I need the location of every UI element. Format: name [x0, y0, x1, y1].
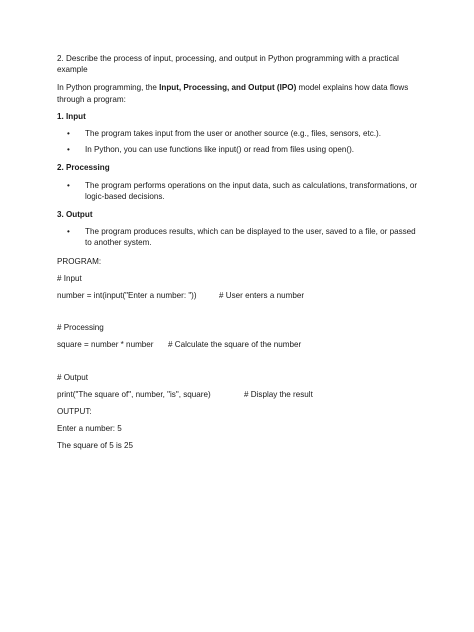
document-page: [57, 53, 422, 458]
bullet-item: • In Python, you can use functions like input() or read from files using open().: [57, 144, 422, 155]
program-label: PROGRAM:: [57, 256, 102, 266]
bullet-list-input: [57, 128, 422, 155]
processing-code-line: [57, 339, 422, 350]
processing-code: square = number * number: [57, 340, 154, 350]
output-comment: # Output: [57, 372, 89, 382]
intro-pre: In Python programming, the: [57, 83, 160, 93]
output-code-line: [57, 389, 422, 400]
output-code: print("The square of", number, "is", square): [57, 389, 211, 399]
input-inline-comment: # User enters a number: [219, 291, 305, 301]
question-text: 2. Describe the process of input, processing, and output in Python programming with a practical example: [57, 54, 399, 75]
output-inline-comment: # Display the result: [244, 389, 313, 399]
spacer: [57, 357, 422, 372]
spacer: [57, 307, 422, 322]
input-code: number = int(input("Enter a number: ")): [57, 291, 197, 301]
input-comment: # Input: [57, 273, 82, 283]
output-line-2: The square of 5 is 25: [57, 441, 134, 451]
intro-paragraph: [57, 82, 422, 104]
output-label: OUTPUT:: [57, 407, 92, 417]
intro-bold: Input, Processing, and Output (IPO): [159, 83, 297, 93]
section-heading-output: 3. Output: [57, 210, 93, 220]
section-heading-input: 1. Input: [57, 111, 86, 121]
bullet-item: • The program performs operations on the input data, such as calculations, transformations, or logic-based decisions.: [57, 180, 422, 202]
input-code-line: [57, 290, 422, 301]
output-line-1: Enter a number: 5: [57, 424, 122, 434]
processing-comment: # Processing: [57, 323, 104, 333]
bullet-item: • The program takes input from the user or another source (e.g., files, sensors, etc.).: [57, 128, 422, 139]
processing-inline-comment: # Calculate the square of the number: [168, 340, 302, 350]
bullet-item: • The program produces results, which can be displayed to the user, saved to a file, or passed to another system.: [57, 226, 422, 248]
bullet-list-output: [57, 226, 422, 248]
section-heading-processing: 2. Processing: [57, 163, 110, 173]
bullet-list-processing: [57, 180, 422, 202]
intro-post: model explains how data flows through a program:: [57, 83, 409, 104]
